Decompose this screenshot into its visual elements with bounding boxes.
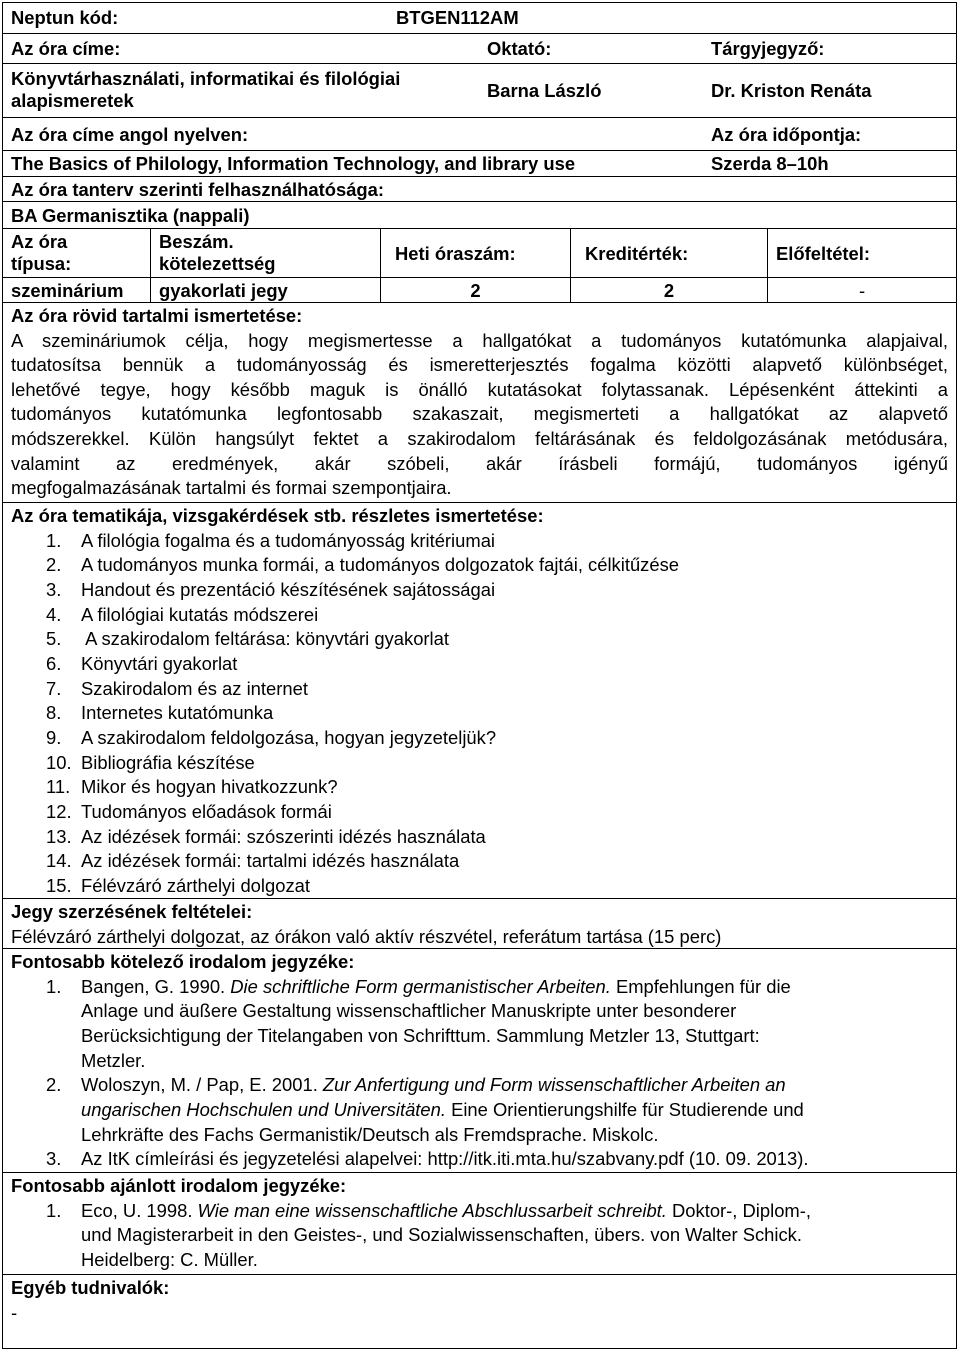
course-title-line2: alapismeretek bbox=[11, 90, 134, 111]
usability-row bbox=[3, 201, 956, 229]
summary-content bbox=[3, 303, 956, 503]
english-title-labels-row bbox=[3, 117, 956, 151]
reading-title: Zur Anfertigung und Form wissenschaftlicher Arbeiten an bbox=[322, 1074, 786, 1096]
grading-content bbox=[3, 899, 956, 949]
topic-number: 1. bbox=[46, 529, 62, 551]
topic-item bbox=[11, 652, 948, 677]
required-reading-section bbox=[3, 948, 956, 1173]
type-label-line1: Az óra bbox=[11, 231, 68, 252]
topic-number: 2. bbox=[46, 554, 62, 576]
reading-line: Anlage und äußere Gestaltung wissenschaftlicher Manuskripte unter besonderer bbox=[81, 1000, 737, 1022]
topic-item bbox=[11, 751, 948, 776]
instructor-name: Barna László bbox=[487, 80, 602, 101]
topic-item bbox=[11, 603, 948, 628]
topic-number: 8. bbox=[46, 702, 62, 724]
reading-rest: Eine Orientierungshilfe für Studierende und bbox=[445, 1098, 804, 1120]
neptun-label: Neptun kód: bbox=[11, 7, 119, 28]
summary-section bbox=[3, 302, 956, 503]
reading-item bbox=[11, 1199, 948, 1273]
grading-label: Jegy szerzésének feltételei: bbox=[11, 901, 253, 922]
topic-number: 5. bbox=[46, 628, 62, 650]
topic-number: 7. bbox=[46, 677, 62, 699]
topic-item bbox=[11, 849, 948, 874]
reading-line: Berücksichtigung der Titelangaben von Schrifttum. Sammlung Metzler 13, Stuttgart: bbox=[81, 1024, 760, 1046]
topic-item bbox=[11, 874, 948, 899]
reading-rest: Empfehlungen für die bbox=[610, 975, 791, 997]
english-title-row bbox=[3, 150, 956, 177]
reading-line: Heidelberg: C. Müller. bbox=[81, 1248, 258, 1270]
topics-content bbox=[3, 503, 956, 899]
reading-item bbox=[11, 1073, 948, 1147]
english-title: The Basics of Philology, Information Technology, and library use bbox=[11, 153, 576, 174]
reading-author: Eco, U. 1998. bbox=[81, 1199, 198, 1221]
title-labels-row bbox=[3, 33, 956, 64]
topic-number: 4. bbox=[46, 603, 62, 625]
topic-text: Szakirodalom és az internet bbox=[81, 677, 308, 699]
course-title-line1: Könyvtárhasználati, informatikai és filológiai bbox=[11, 68, 401, 89]
summary-line-6: valamint az eredmények, akár szóbeli, akár írásbeli formájú, tudományos igényű bbox=[11, 452, 948, 474]
type-label bbox=[3, 229, 150, 278]
topic-item bbox=[11, 553, 948, 578]
topic-number: 11. bbox=[46, 776, 71, 798]
topic-number: 15. bbox=[46, 874, 72, 896]
course-credit: 2 bbox=[570, 278, 767, 303]
course-syllabus-form bbox=[2, 2, 957, 1349]
required-reading-label: Fontosabb kötelező irodalom jegyzéke: bbox=[11, 951, 355, 972]
reading-line: Metzler. bbox=[81, 1049, 146, 1071]
note-taker-name: Dr. Kriston Renáta bbox=[711, 80, 872, 101]
topic-item bbox=[11, 701, 948, 726]
topic-number: 10. bbox=[46, 751, 72, 773]
reading-line: Az ItK címleírási és jegyzetelési alapelvei: http://itk.iti.mta.hu/szabvany.pdf (10. 09. 2013). bbox=[81, 1148, 809, 1170]
course-meta-labels-row bbox=[3, 228, 956, 278]
recommended-reading-section bbox=[3, 1172, 956, 1275]
course-prereq: - bbox=[767, 278, 956, 303]
topic-text: Bibliográfia készítése bbox=[81, 751, 255, 773]
reading-line: Lehrkräfte des Fachs Germanistik/Deutsch als Fremdsprache. Miskolc. bbox=[81, 1123, 659, 1145]
reading-item bbox=[11, 975, 948, 1074]
topic-text: Handout és prezentáció készítésének sajátosságai bbox=[81, 578, 496, 600]
prereq-label: Előfeltétel: bbox=[767, 229, 956, 278]
topic-text: Az idézések formái: szószerinti idézés használata bbox=[81, 825, 486, 847]
topic-number: 14. bbox=[46, 850, 72, 872]
course-type: szeminárium bbox=[11, 279, 124, 301]
title-values-row bbox=[3, 63, 956, 118]
grading-section bbox=[3, 898, 956, 949]
type-label-line2: típusa: bbox=[11, 253, 72, 274]
summary-line-5: módszerekkel. Külön hangsúlyt fektet a szakirodalom feltárásának és feldolgozásának metódusára, bbox=[11, 427, 948, 449]
summary-line-2: tudatosítsa bennük a tudományosság és ismeretterjesztés fogalma közötti alapvető különbséget, bbox=[11, 354, 948, 376]
topic-item bbox=[11, 726, 948, 751]
topic-number: 3. bbox=[46, 578, 62, 600]
topics-label: Az óra tematikája, vizsgakérdések stb. részletes ismertetése: bbox=[11, 505, 544, 526]
neptun-code: BTGEN112AM bbox=[396, 7, 519, 28]
topic-text: A szakirodalom feltárása: könyvtári gyakorlat bbox=[81, 628, 449, 650]
topic-item bbox=[11, 775, 948, 800]
topic-text: Mikor és hogyan hivatkozzunk? bbox=[81, 776, 338, 798]
reading-author: Woloszyn, M. / Pap, E. 2001. bbox=[81, 1074, 323, 1096]
reading-number: 3. bbox=[46, 1148, 62, 1170]
instructor-label: Oktató: bbox=[487, 38, 552, 59]
obligation-label-line1: Beszám. bbox=[159, 231, 234, 252]
reading-rest: Doktor-, Diplom-, bbox=[666, 1199, 811, 1221]
topic-item bbox=[11, 800, 948, 825]
reading-author: Bangen, G. 1990. bbox=[81, 975, 231, 997]
reading-line: und Magisterarbeit in den Geistes-, und Sozialwissenschaften, übers. von Walter Schick. bbox=[81, 1224, 802, 1246]
topic-text: Félévzáró zárthelyi dolgozat bbox=[81, 874, 310, 896]
reading-number: 1. bbox=[46, 975, 62, 997]
hours-label: Heti óraszám: bbox=[380, 229, 570, 278]
time-label: Az óra időpontja: bbox=[711, 123, 862, 145]
other-info-content bbox=[3, 1275, 956, 1348]
neptun-row bbox=[3, 3, 956, 33]
course-title bbox=[3, 64, 479, 118]
topic-text: A filológiai kutatás módszerei bbox=[81, 603, 319, 625]
summary-line-4: tudományos kutatómunka legfontosabb szakaszait, megismerteti a hallgatókat az alapvető bbox=[11, 403, 948, 425]
topic-number: 9. bbox=[46, 726, 62, 748]
summary-label: Az óra rövid tartalmi ismertetése: bbox=[11, 305, 303, 326]
course-obligation: gyakorlati jegy bbox=[150, 278, 380, 303]
english-title-label: Az óra címe angol nyelven: bbox=[11, 123, 249, 145]
topic-number: 13. bbox=[46, 825, 72, 847]
course-hours: 2 bbox=[380, 278, 570, 303]
topic-text: Internetes kutatómunka bbox=[81, 702, 274, 724]
credit-label: Kreditérték: bbox=[570, 229, 767, 278]
course-meta-values-row bbox=[3, 277, 956, 303]
topics-section bbox=[3, 502, 956, 899]
other-info-label: Egyéb tudnivalók: bbox=[11, 1277, 170, 1298]
topic-item bbox=[11, 529, 948, 554]
topic-text: A szakirodalom feldolgozása, hogyan jegyzeteljük? bbox=[81, 726, 497, 748]
obligation-label bbox=[150, 229, 380, 278]
topic-text: Könyvtári gyakorlat bbox=[81, 652, 238, 674]
usability-label-row bbox=[3, 176, 956, 202]
summary-line-3: lehetővé tegye, hogy később maguk is önálló kutatásokat folytassanak. Lépésenként áttekinti a bbox=[11, 378, 948, 400]
topic-text: A filológia fogalma és a tudományosság kritériumai bbox=[81, 529, 496, 551]
reading-title: Die schriftliche Form germanistischer Arbeiten. bbox=[230, 975, 611, 997]
topics-list bbox=[11, 529, 948, 899]
reading-title: ungarischen Hochschulen und Universitäten. bbox=[81, 1098, 446, 1120]
topic-number: 12. bbox=[46, 800, 72, 822]
other-info-section bbox=[3, 1274, 956, 1348]
usability-label: Az óra tanterv szerinti felhasználhatósága: bbox=[11, 178, 385, 200]
grading-text: Félévzáró zárthelyi dolgozat, az órákon való aktív részvétel, referátum tartása (15 perc) bbox=[11, 925, 722, 947]
reading-title: Wie man eine wissenschaftliche Abschlussarbeit schreibt. bbox=[197, 1199, 667, 1221]
required-reading-content bbox=[3, 949, 956, 1173]
topic-item bbox=[11, 627, 948, 652]
topic-text: A tudományos munka formái, a tudományos dolgozatok fajtái, célkitűzése bbox=[81, 554, 680, 576]
topic-text: Az idézések formái: tartalmi idézés használata bbox=[81, 850, 460, 872]
reading-item bbox=[11, 1147, 948, 1172]
summary-line-7: megfogalmazásának tartalmi és formai szempontjaira. bbox=[11, 477, 452, 499]
summary-line-1: A szemináriumok célja, hogy megismertesse a hallgatókat a tudományos kutatómunka alapjaival, bbox=[11, 329, 948, 351]
topic-item bbox=[11, 578, 948, 603]
topic-text: Tudományos előadások formái bbox=[81, 800, 332, 822]
reading-number: 1. bbox=[46, 1199, 62, 1221]
topic-number: 6. bbox=[46, 652, 62, 674]
recommended-reading-content bbox=[3, 1173, 956, 1275]
course-time: Szerda 8–10h bbox=[711, 153, 829, 174]
required-reading-list bbox=[11, 975, 948, 1172]
reading-number: 2. bbox=[46, 1074, 62, 1096]
recommended-reading-label: Fontosabb ajánlott irodalom jegyzéke: bbox=[11, 1175, 347, 1196]
other-info-text: - bbox=[11, 1301, 18, 1323]
note-taker-label: Tárgyjegyző: bbox=[711, 38, 825, 59]
topic-item bbox=[11, 677, 948, 702]
obligation-label-line2: kötelezettség bbox=[159, 253, 276, 274]
recommended-reading-list bbox=[11, 1199, 948, 1273]
usability-value: BA Germanisztika (nappali) bbox=[11, 204, 250, 226]
topic-item bbox=[11, 825, 948, 850]
course-title-label: Az óra címe: bbox=[11, 38, 121, 59]
